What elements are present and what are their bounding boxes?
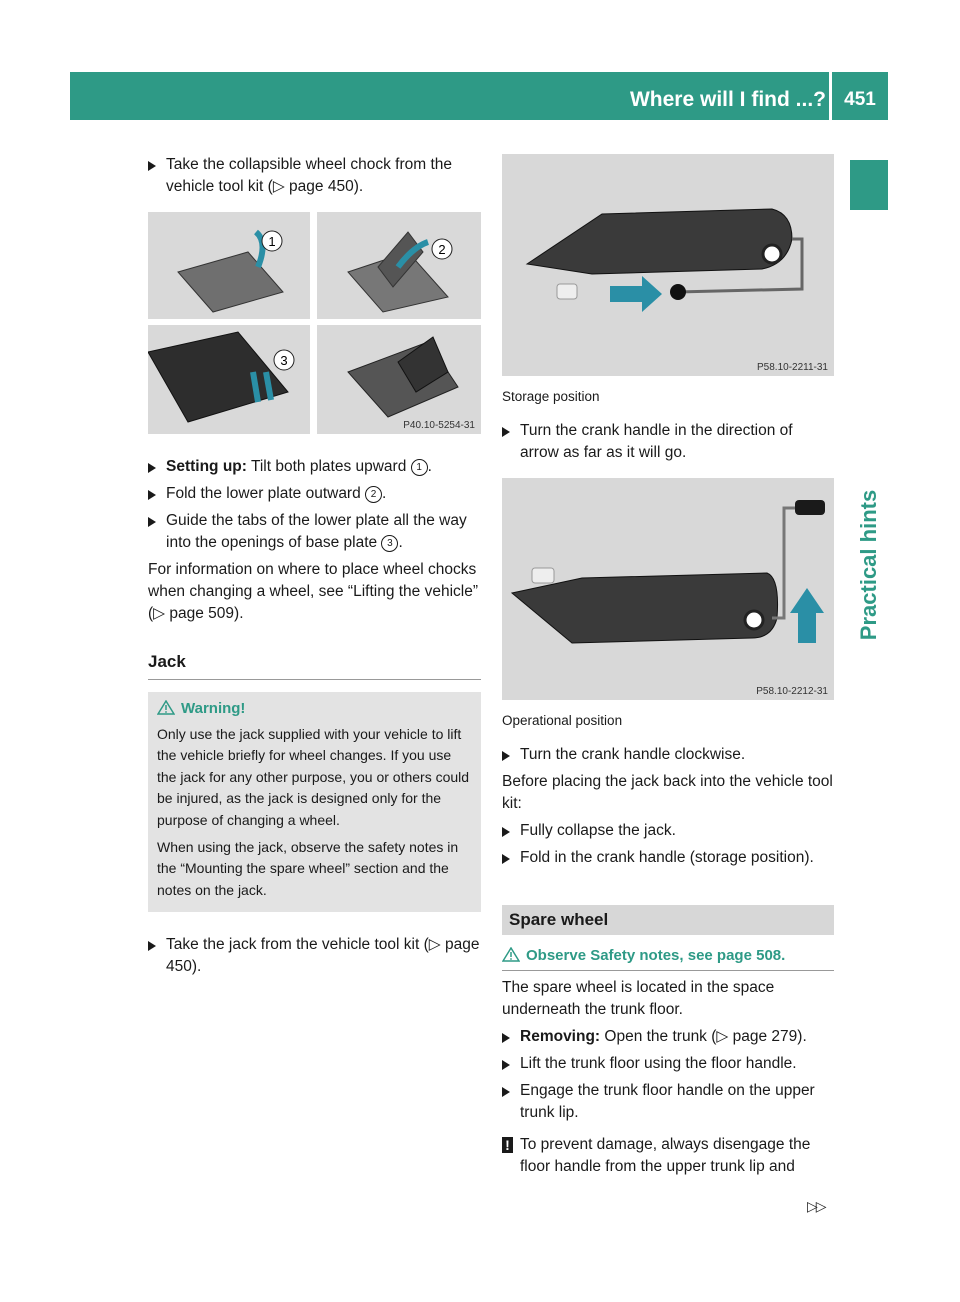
step-text: Guide the tabs of the lower plate all the way into the openings of base plate: [166, 512, 467, 551]
instruction-step: [502, 1080, 834, 1124]
right-column: [502, 154, 834, 1183]
instruction-step: [502, 420, 834, 464]
warning-triangle-icon: [502, 947, 520, 962]
left-column: [148, 154, 481, 983]
step-text: Turn the crank handle in the direction of arrow as far as it will go.: [520, 422, 793, 461]
paragraph: Before placing the jack back into the vehicle tool kit:: [502, 773, 833, 812]
step-text: Lift the trunk floor using the floor handle.: [520, 1055, 797, 1072]
instruction-step: Guide the tabs of the lower plate all the way into the openings of base plate 3 .: [148, 510, 481, 554]
jack-storage-illustration: [502, 154, 834, 376]
step-text: Take the jack from the vehicle tool kit (▷ page 450).: [166, 936, 480, 976]
warning-text: When using the jack, observe the safety notes in the “Mounting the spare wheel” section and the notes on the jack.: [157, 838, 459, 898]
step-text: Fold the lower plate outward: [166, 485, 366, 502]
instruction-step: [148, 154, 481, 198]
continued-arrows-icon: ▷▷: [807, 1198, 825, 1214]
instruction-step: [502, 847, 834, 869]
figure-caption: Operational position: [502, 713, 623, 728]
paragraph: For information on where to place wheel chocks when changing a wheel, see “Lifting the vehicle” (▷ page 509).: [148, 561, 479, 622]
step-text: Tilt both plates upward: [246, 458, 411, 475]
callout-ref: 2: [365, 486, 382, 503]
section-heading: Spare wheel: [502, 905, 834, 935]
wheel-chock-diagram: [148, 212, 481, 434]
step-arrow-icon: [502, 1033, 510, 1043]
instruction-step: [502, 1053, 834, 1075]
page-title: Where will I find ...?: [629, 88, 826, 111]
figure-code: P40.10-5254-31: [403, 420, 475, 431]
callout-ref: 1: [411, 459, 428, 476]
svg-text:2: 2: [438, 242, 446, 257]
step-arrow-icon: [502, 854, 510, 864]
figure-caption: Storage position: [502, 389, 600, 404]
damage-note: [502, 1134, 834, 1178]
safety-note: Observe Safety notes, see page 508.: [502, 945, 834, 971]
figure-code: P58.10-2211-31: [757, 362, 828, 373]
section-heading: Jack: [148, 651, 481, 680]
instruction-step: [502, 744, 834, 766]
step-arrow-icon: [148, 463, 156, 473]
svg-text:1: 1: [268, 234, 276, 249]
callout-ref: 3: [381, 535, 398, 552]
paragraph: The spare wheel is located in the space underneath the trunk floor.: [502, 979, 775, 1018]
warning-box: [148, 692, 481, 912]
figure-code: P58.10-2212-31: [756, 686, 828, 697]
instruction-step: [148, 934, 481, 978]
note-text: To prevent damage, always disengage the floor handle from the upper trunk lip and: [520, 1136, 811, 1175]
warning-triangle-icon: [157, 700, 175, 715]
step-arrow-icon: [148, 941, 156, 951]
step-arrow-icon: [502, 1087, 510, 1097]
step-arrow-icon: [502, 827, 510, 837]
section-tab-marker: [850, 160, 888, 210]
instruction-step: Setting up: Tilt both plates upward 1 .: [148, 456, 481, 478]
jack-storage-diagram: [502, 154, 834, 376]
instruction-step: Fold the lower plate outward 2 .: [148, 483, 481, 505]
page-number: 451: [844, 89, 876, 110]
step-arrow-icon: [502, 427, 510, 437]
jack-operational-diagram: [502, 478, 834, 700]
step-arrow-icon: [148, 490, 156, 500]
step-arrow-icon: [502, 751, 510, 761]
exclamation-icon: !: [502, 1137, 513, 1153]
svg-text:3: 3: [280, 353, 288, 368]
callout-3: [274, 350, 294, 370]
step-text: Turn the crank handle clockwise.: [520, 746, 746, 763]
step-text: Take the collapsible wheel chock from the vehicle tool kit (▷ page 450).: [166, 156, 453, 195]
step-text: Open the trunk (▷ page 279).: [600, 1028, 807, 1045]
step-text: Engage the trunk floor handle on the upper trunk lip.: [520, 1082, 815, 1121]
section-tab-label: Practical hints: [856, 489, 881, 641]
step-arrow-icon: [148, 161, 156, 171]
warning-text: Only use the jack supplied with your vehicle to lift the vehicle briefly for wheel changes. If you use the jack for any other purpose, you or others could be injured, as the jack is designed only for the purpose of changing a wheel.: [157, 725, 470, 828]
step-label: Setting up:: [166, 458, 247, 475]
wheel-chock-illustration: [148, 212, 481, 434]
step-arrow-icon: [502, 1060, 510, 1070]
step-label: Removing:: [520, 1028, 601, 1045]
step-arrow-icon: [148, 517, 156, 527]
instruction-step: [502, 820, 834, 842]
warning-title: Warning!: [157, 698, 473, 720]
callout-2: [432, 239, 452, 259]
jack-operational-illustration: [502, 478, 834, 700]
callout-1: [262, 231, 282, 251]
instruction-step: [502, 1026, 834, 1048]
step-text: Fully collapse the jack.: [520, 822, 676, 839]
step-text: Fold in the crank handle (storage position).: [520, 849, 814, 866]
